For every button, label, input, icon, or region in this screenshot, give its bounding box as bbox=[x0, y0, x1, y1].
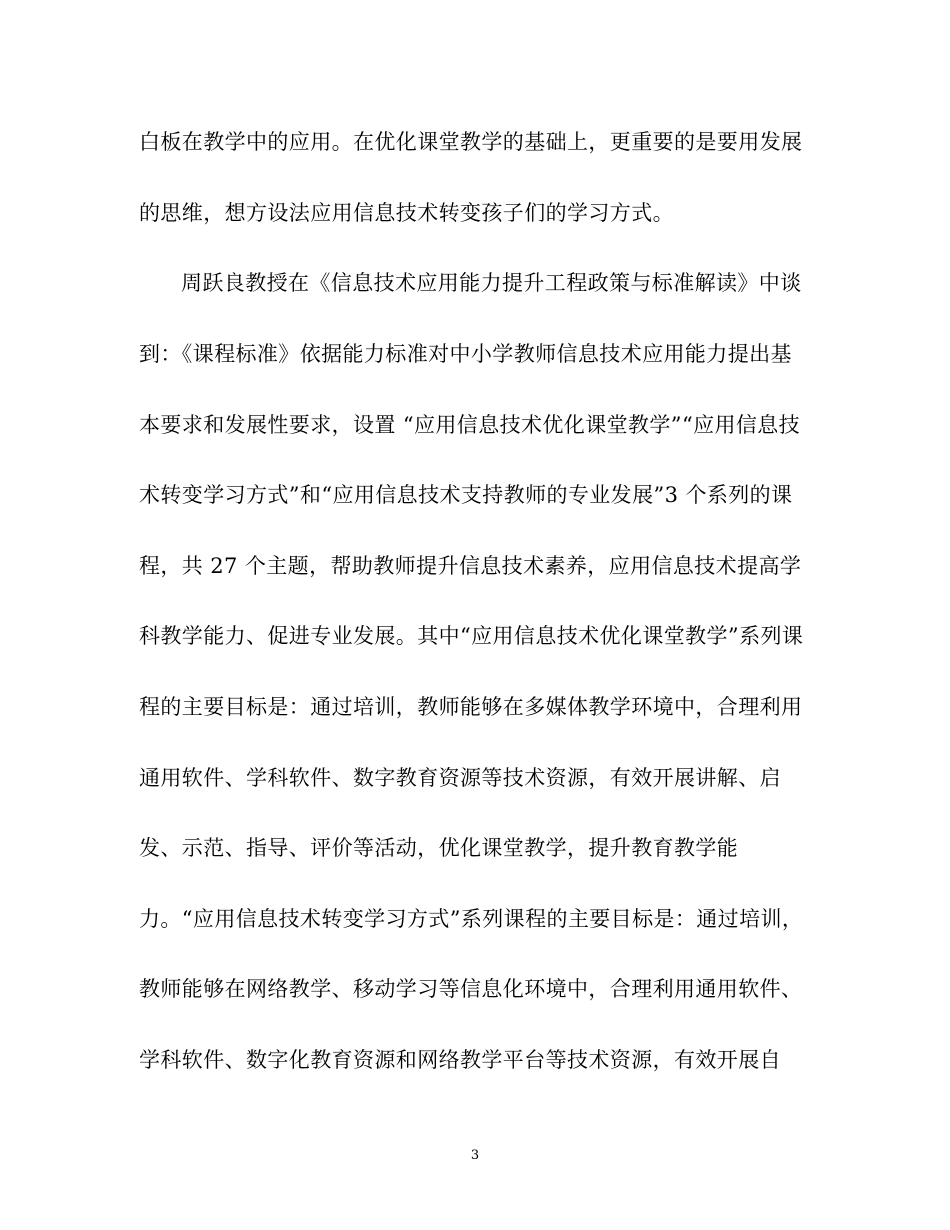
text-line: 白板在教学中的应用。在优化课堂教学的基础上，更重要的是要用发展 bbox=[139, 130, 803, 154]
text-line: 科教学能力、促进专业发展。其中“应用信息技术优化课堂教学”系列课 bbox=[139, 624, 804, 648]
text-line: 到：《课程标准》依据能力标准对中小学教师信息技术应用能力提出基 bbox=[139, 342, 792, 366]
text-line: 力。“应用信息技术转变学习方式”系列课程的主要目标是：通过培训， bbox=[139, 907, 804, 931]
text-line: 程的主要目标是：通过培训，教师能够在多媒体教学环境中，合理利用 bbox=[139, 695, 803, 719]
text-line: 术转变学习方式”和“应用信息技术支持教师的专业发展”3 个系列的课 bbox=[139, 483, 793, 507]
paragraph-first-line: 周跃良教授在《信息技术应用能力提升工程政策与标准解读》中谈 bbox=[181, 271, 802, 295]
text-line: 本要求和发展性要求，设置 “应用信息技术优化课堂教学”“应用信息技 bbox=[139, 413, 801, 437]
text-line: 学科软件、数字化教育资源和网络教学平台等技术资源，有效开展自 bbox=[139, 1048, 781, 1072]
text-line: 程，共 27 个主题，帮助教师提升信息技术素养，应用信息技术提高学 bbox=[139, 554, 802, 578]
text-line: 发、示范、指导、评价等活动，优化课堂教学，提升教育教学能 bbox=[139, 836, 739, 860]
page-number: 3 bbox=[470, 1148, 480, 1163]
text-line: 教师能够在网络教学、移动学习等信息化环境中，合理利用通用软件、 bbox=[139, 977, 803, 1001]
text-line: 通用软件、学科软件、数字教育资源等技术资源，有效开展讲解、启 bbox=[139, 766, 781, 790]
text-line: 的思维，想方设法应用信息技术转变孩子们的学习方式。 bbox=[139, 201, 674, 225]
